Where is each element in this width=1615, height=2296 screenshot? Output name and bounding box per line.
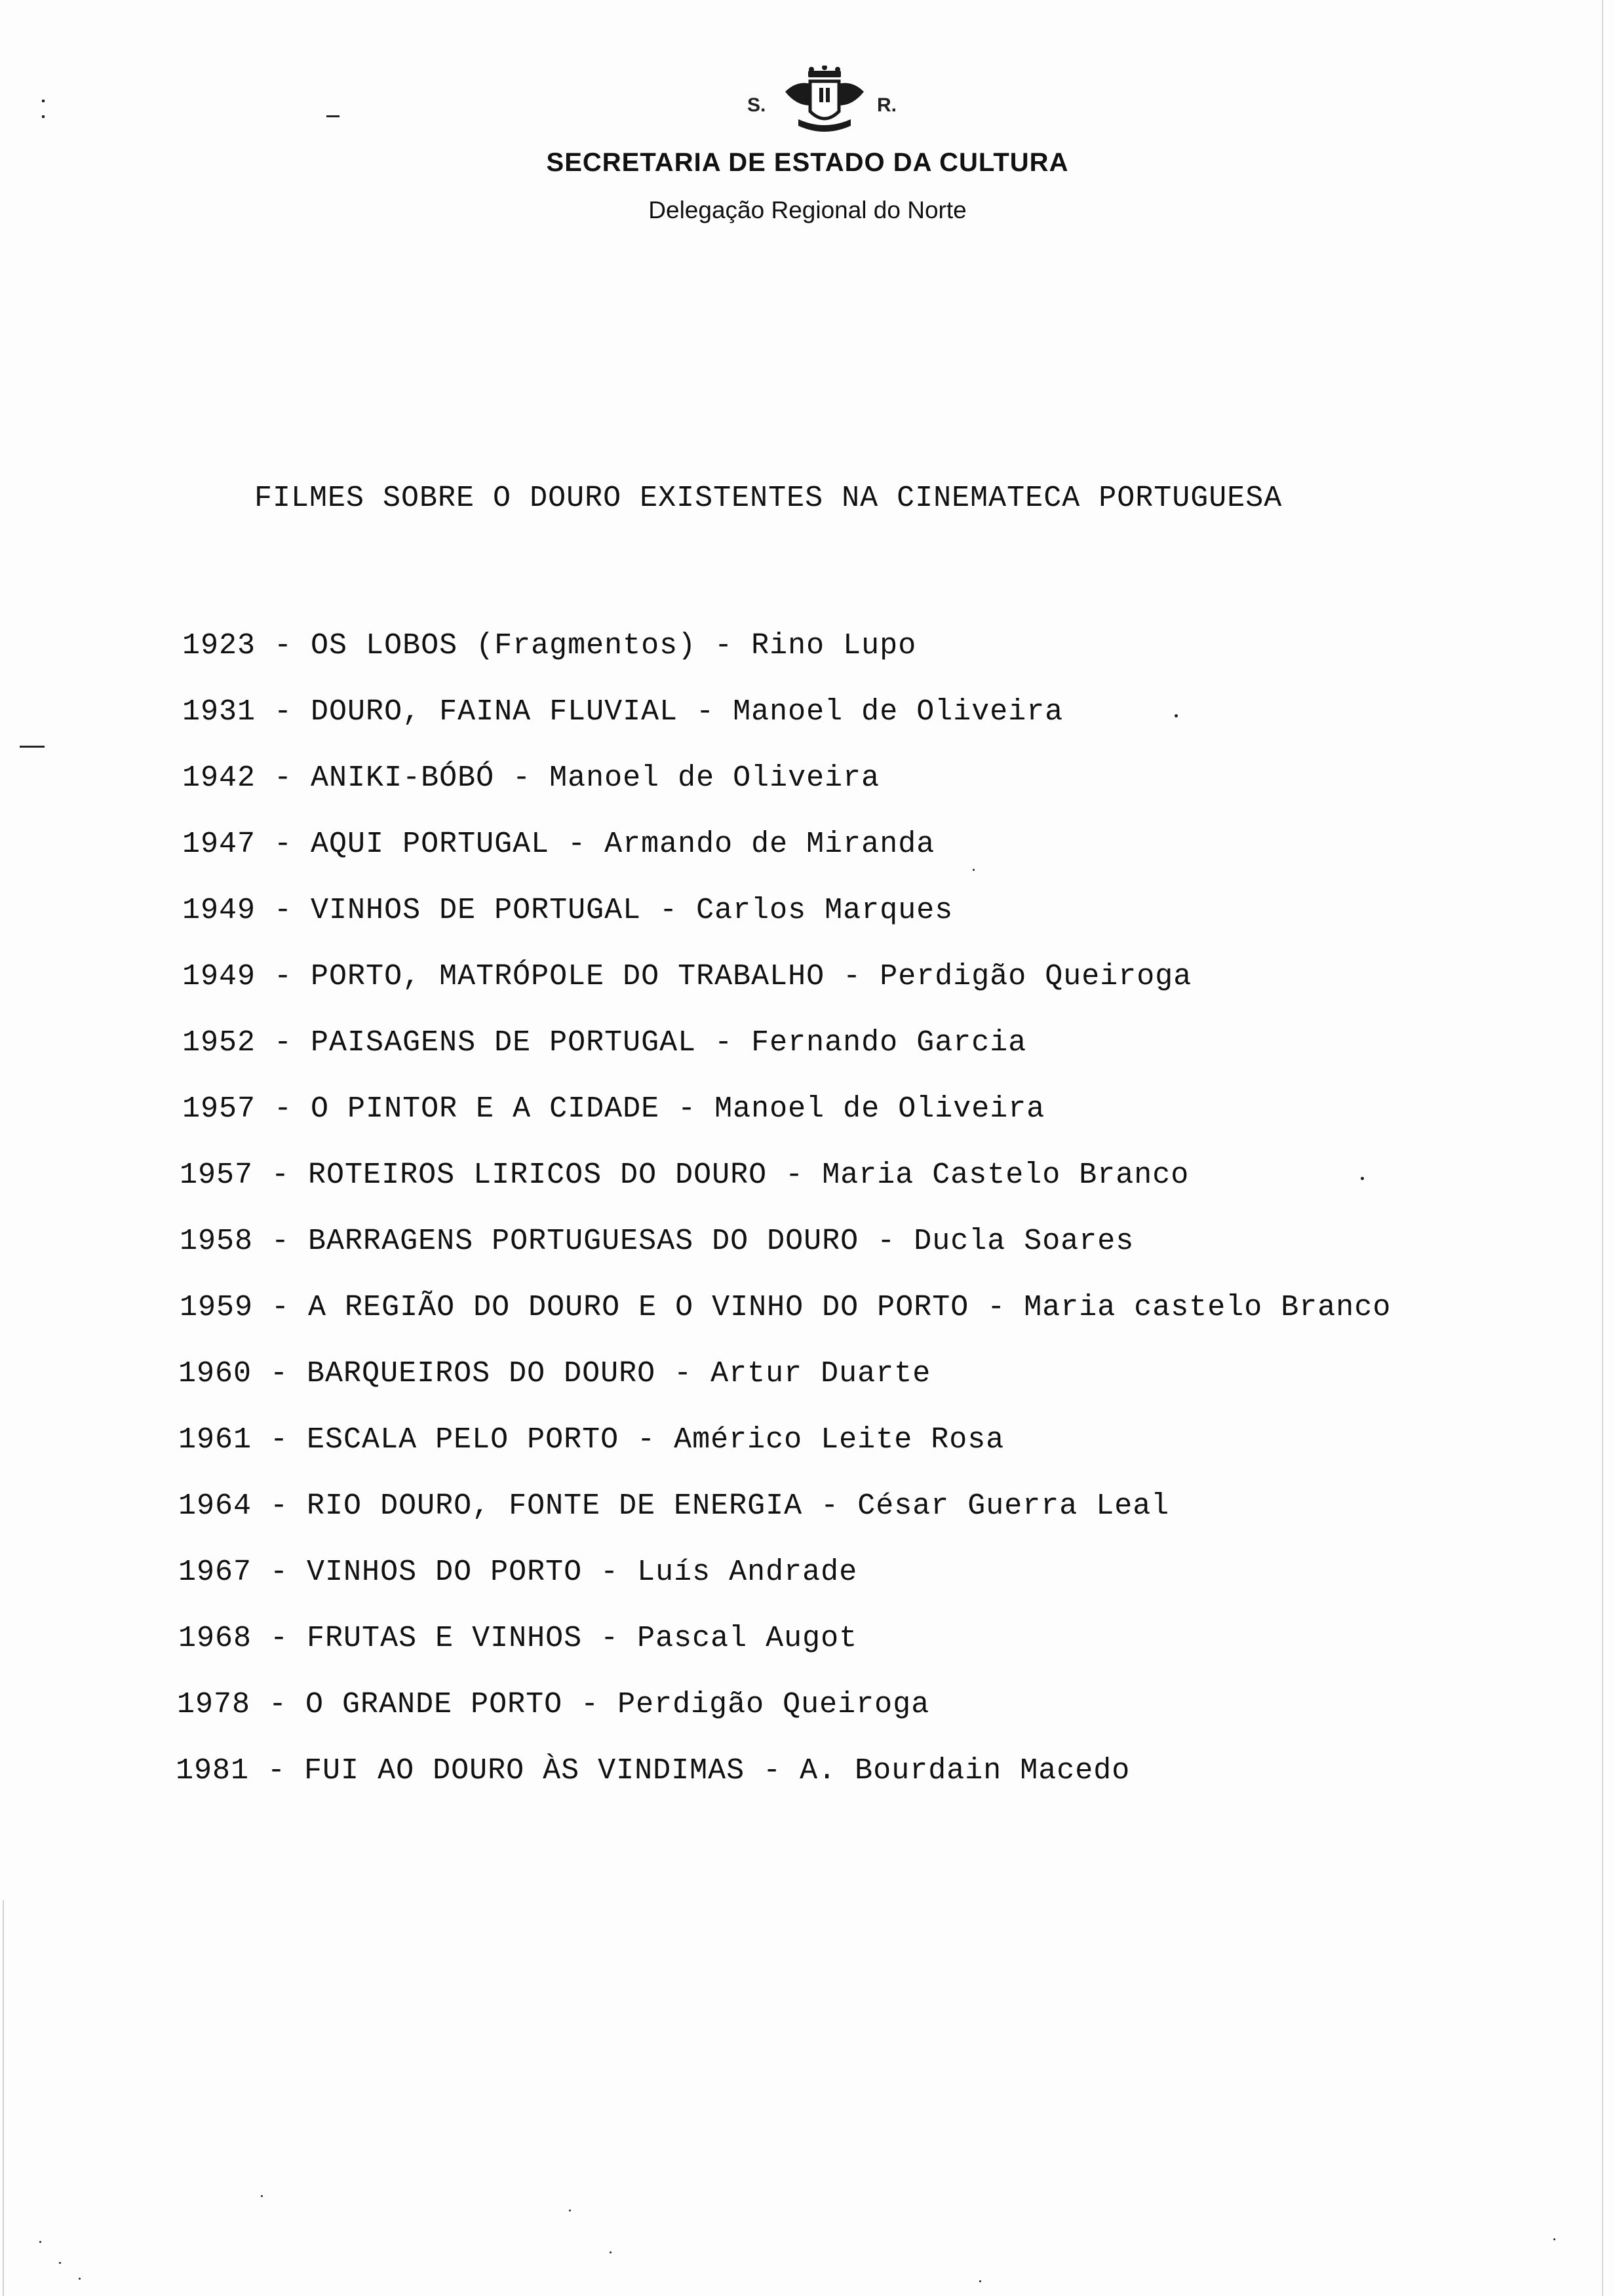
film-year: 1957 — [182, 1092, 256, 1126]
film-year: 1981 — [176, 1754, 250, 1788]
separator-dash: - — [253, 1158, 309, 1192]
film-year: 1923 — [182, 629, 256, 662]
film-title: A REGIÃO DO DOURO E O VINHO DO PORTO — [308, 1291, 969, 1324]
film-year: 1968 — [178, 1622, 252, 1655]
separator-dash: - — [549, 828, 605, 861]
organization-name: SECRETARIA DE ESTADO DA CULTURA — [546, 148, 1069, 177]
separator-dash: - — [253, 1225, 309, 1258]
film-entry — [182, 695, 1063, 729]
scan-dot — [569, 2210, 571, 2211]
film-director: Maria castelo Branco — [1024, 1291, 1391, 1324]
separator-dash: - — [252, 1489, 307, 1523]
film-entry — [176, 1754, 1130, 1788]
separator-dash: - — [494, 761, 550, 795]
film-title: PORTO, MATRÓPOLE DO TRABALHO — [311, 960, 825, 993]
film-entry — [178, 1423, 1004, 1457]
film-entry — [182, 960, 1192, 993]
film-title: AQUI PORTUGAL — [311, 828, 550, 861]
film-director: Manoel de Oliveira — [733, 695, 1064, 729]
scan-dot — [973, 869, 975, 871]
film-year: 1967 — [178, 1556, 252, 1589]
separator-dash: - — [256, 1092, 311, 1126]
separator-dash: - — [582, 1622, 638, 1655]
film-title: VINHOS DO PORTO — [307, 1556, 583, 1589]
film-year: 1960 — [178, 1357, 252, 1390]
film-year: 1978 — [177, 1688, 251, 1721]
separator-dash: - — [619, 1423, 674, 1457]
film-year: 1958 — [180, 1225, 254, 1258]
film-entry — [182, 1026, 1026, 1060]
separator-dash: - — [969, 1291, 1024, 1324]
scan-dot — [79, 2278, 81, 2280]
film-title: O PINTOR E A CIDADE — [311, 1092, 660, 1126]
film-entry — [182, 894, 953, 927]
film-entry — [182, 1092, 1045, 1126]
film-year: 1942 — [182, 761, 256, 795]
film-title: RIO DOURO, FONTE DE ENERGIA — [307, 1489, 803, 1523]
film-entry — [178, 1489, 1169, 1523]
film-entry — [178, 1622, 857, 1655]
film-director: Américo Leite Rosa — [674, 1423, 1005, 1457]
separator-dash: - — [562, 1688, 618, 1721]
scan-dot — [1553, 2238, 1555, 2240]
film-year: 1931 — [182, 695, 256, 729]
separator-dash: - — [745, 1754, 800, 1788]
separator-dash: - — [256, 1026, 311, 1060]
film-entry — [178, 1357, 931, 1390]
separator-dash: - — [678, 695, 733, 729]
film-title: PAISAGENS DE PORTUGAL — [311, 1026, 697, 1060]
separator-dash: - — [256, 960, 311, 993]
separator-dash: - — [825, 960, 880, 993]
film-entry — [177, 1688, 929, 1721]
film-year: 1952 — [182, 1026, 256, 1060]
document-title: FILMES SOBRE O DOURO EXISTENTES NA CINEMATECA PORTUGUESA — [254, 482, 1283, 515]
separator-dash: - — [859, 1225, 914, 1258]
film-year: 1949 — [182, 894, 256, 927]
scan-left-edge-line — [3, 1900, 4, 2296]
separator-dash: - — [696, 1026, 752, 1060]
film-director: Armando de Miranda — [604, 828, 935, 861]
film-title: BARRAGENS PORTUGUESAS DO DOURO — [308, 1225, 859, 1258]
separator-dash: - — [252, 1357, 307, 1390]
film-director: Manoel de Oliveira — [549, 761, 880, 795]
film-director: Perdigão Queiroga — [880, 960, 1192, 993]
film-director: Pascal Augot — [637, 1622, 858, 1655]
emblem-letter-r: R. — [877, 94, 897, 116]
film-title: VINHOS DE PORTUGAL — [311, 894, 642, 927]
film-year: 1961 — [178, 1423, 252, 1457]
film-director: Ducla Soares — [914, 1225, 1135, 1258]
film-title: OS LOBOS (Fragmentos) — [311, 629, 697, 662]
separator-dash: - — [696, 629, 752, 662]
film-entry — [180, 1158, 1189, 1192]
scan-dot — [39, 2241, 41, 2243]
film-director: Fernando Garcia — [751, 1026, 1027, 1060]
film-year: 1959 — [180, 1291, 254, 1324]
scan-dot — [610, 2251, 612, 2253]
separator-dash: - — [256, 761, 311, 795]
separator-dash: - — [641, 894, 697, 927]
separator-dash: - — [256, 894, 311, 927]
scan-mark — [326, 115, 340, 117]
film-entry — [180, 1225, 1134, 1258]
film-entry — [180, 1291, 1391, 1324]
film-year: 1957 — [180, 1158, 254, 1192]
film-title: FRUTAS E VINHOS — [307, 1622, 583, 1655]
emblem-letter-s: S. — [747, 94, 766, 116]
film-director: Luís Andrade — [637, 1556, 858, 1589]
film-director: Manoel de Oliveira — [714, 1092, 1045, 1126]
film-year: 1947 — [182, 828, 256, 861]
film-title: FUI AO DOURO ÀS VINDIMAS — [304, 1754, 745, 1788]
film-director: A. Bourdain Macedo — [800, 1754, 1131, 1788]
film-entry — [182, 828, 935, 861]
scan-dot — [1361, 1177, 1364, 1180]
scan-mark — [42, 115, 45, 118]
film-title: ROTEIROS LIRICOS DO DOURO — [308, 1158, 768, 1192]
separator-dash: - — [659, 1092, 715, 1126]
scan-dot — [1175, 714, 1178, 718]
coat-of-arms-icon — [779, 66, 870, 138]
film-title: ESCALA PELO PORTO — [307, 1423, 619, 1457]
film-director: Perdigão Queiroga — [617, 1688, 930, 1721]
film-title: O GRANDE PORTO — [305, 1688, 563, 1721]
separator-dash: - — [802, 1489, 858, 1523]
department-name: Delegação Regional do Norte — [648, 197, 967, 223]
scan-dot — [979, 2280, 981, 2282]
film-director: Carlos Marques — [696, 894, 954, 927]
scan-dot — [59, 2262, 61, 2264]
film-director: Rino Lupo — [751, 629, 917, 662]
separator-dash: - — [253, 1291, 309, 1324]
separator-dash: - — [256, 629, 311, 662]
separator-dash: - — [582, 1556, 638, 1589]
film-title: DOURO, FAINA FLUVIAL — [311, 695, 678, 729]
film-entry — [182, 761, 880, 795]
film-year: 1949 — [182, 960, 256, 993]
letterhead-emblem — [741, 66, 911, 138]
film-year: 1964 — [178, 1489, 252, 1523]
separator-dash: - — [767, 1158, 823, 1192]
film-title: ANIKI-BÓBÓ — [311, 761, 495, 795]
separator-dash: - — [249, 1754, 305, 1788]
film-title: BARQUEIROS DO DOURO — [307, 1357, 656, 1390]
scan-mark — [20, 746, 45, 748]
separator-dash: - — [250, 1688, 306, 1721]
film-director: Maria Castelo Branco — [822, 1158, 1190, 1192]
film-director: Artur Duarte — [710, 1357, 931, 1390]
film-entry — [182, 629, 916, 662]
separator-dash: - — [252, 1622, 307, 1655]
scan-dot — [261, 2195, 263, 2197]
separator-dash: - — [252, 1423, 307, 1457]
scan-mark — [42, 100, 45, 102]
separator-dash: - — [256, 695, 311, 729]
film-entry — [178, 1556, 857, 1589]
scan-edge-line — [1602, 0, 1603, 2296]
separator-dash: - — [655, 1357, 711, 1390]
separator-dash: - — [252, 1556, 307, 1589]
separator-dash: - — [256, 828, 311, 861]
film-director: César Guerra Leal — [857, 1489, 1170, 1523]
